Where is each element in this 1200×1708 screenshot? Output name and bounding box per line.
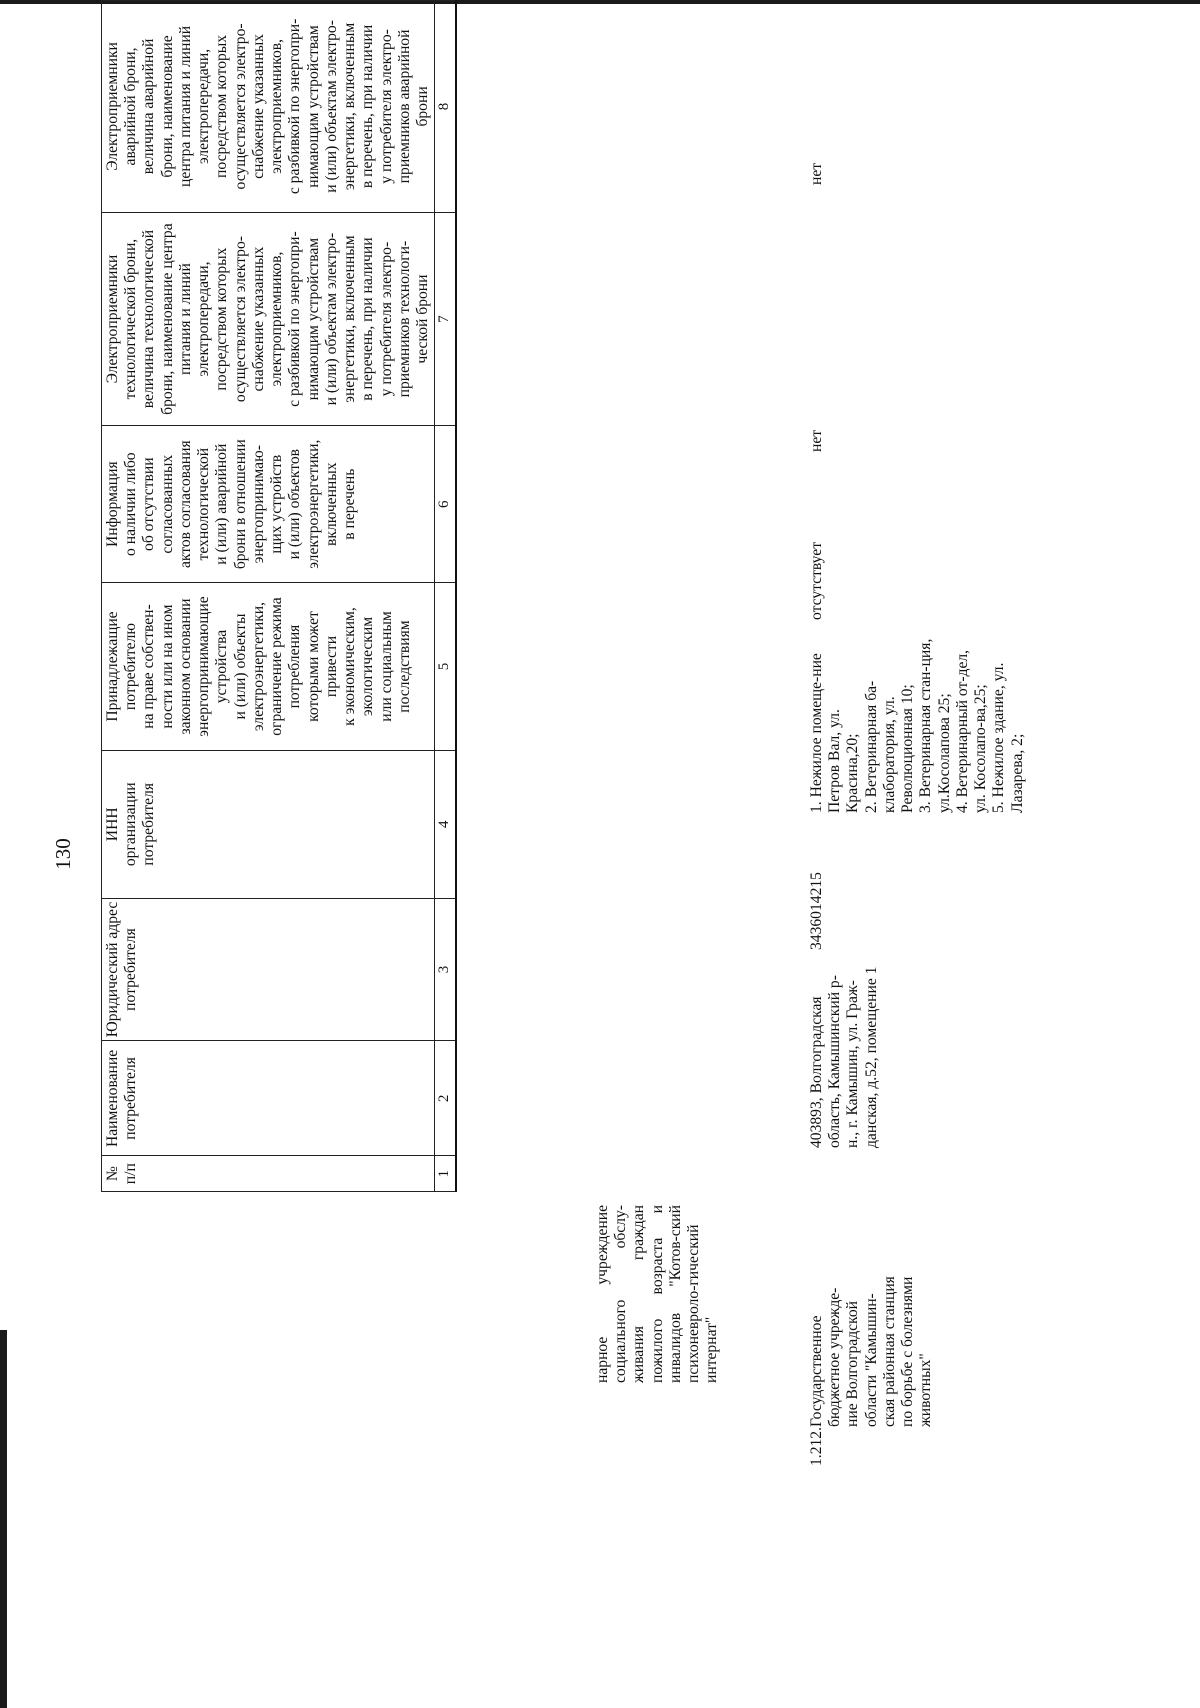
header-text: Принадлежащие потребителю на праве собствен- ности или на ином законном основании энергопринимающие устройства и (или) объекты электроэнергетики, ограничение режима потребления которыми может привести к экономическим, экологическим или социальным последствиям <box>104 596 413 737</box>
column-number: 6 <box>435 426 457 583</box>
consumer-name: Государственное бюджетное учрежде-ние Волгоградской области "Камышин-ская районная станция по борьбе с болезнями животных" <box>808 1276 935 1427</box>
header-text: ИНН организации потребителя <box>104 782 158 867</box>
table-header <box>101 0 457 1192</box>
header-objects <box>102 583 435 751</box>
column-number: 5 <box>435 583 457 751</box>
header-name <box>102 1041 435 1156</box>
header-acts <box>102 426 435 583</box>
header-text: Юридический адрес потребителя <box>104 901 140 1038</box>
header-text: Информация о наличии либо об отсутствии согласованных актов согласования технологической и (или) аварийной брони в отношении энергопринимаю- щих устройств и (или) объектов электроэнергетики, включенных в перечень <box>104 439 359 570</box>
acts-status: отсутствует <box>808 541 825 620</box>
continued-consumer-name: нарное учреждение социального обслу-живания граждан пожилого возраста и инвалидов "Котов-ский психоневроло-гический интернат" <box>594 1205 721 1383</box>
header-inn <box>102 750 435 898</box>
header-avar-bron <box>102 1 435 213</box>
row-number: 1.212. <box>808 1427 825 1466</box>
consumer-objects: 1. Нежилое помеще-ние Петров Вал, ул. Красина,20; 2. Ветеринарная ба-клаборатория, ул. Революционная 10; 3. Ветеринарная стан-ция, ул.Косолапова 25; 4. Ветеринарный от-дел, ул. Косолапо-ва,25; 5. Нежилое здание, ул. Лазарева, 2; <box>808 638 1026 813</box>
column-number: 3 <box>435 898 457 1041</box>
header-num <box>102 1156 435 1192</box>
column-number: 1 <box>435 1156 457 1192</box>
column-number: 8 <box>435 1 457 213</box>
column-number: 4 <box>435 750 457 898</box>
consumer-inn: 3436014215 <box>808 872 825 950</box>
header-text: Электроприемники технологической брони, величина технологической брони, наименование центра питания и линий электропередачи, посредством которых осуществляется электро- снабжение указанных электроприемников, с разбивкой по энергопри- нимающим устройствам и (или) объектам электро- энергетики, включенным в перечень, при наличии у потребителя электро- приемников технологи- ческой брони <box>104 223 431 415</box>
header-tech-bron <box>102 212 435 425</box>
header-text: Электроприемники аварийной брони, величина аварийной брони, наименование центра питания и линий электропередачи, посредством которых осуществляется электро- снабжение указанных электроприемников, с разбивкой по энергопри- нимающим устройствам и (или) объектам электро- энергетики, включенным в перечень, при наличии у потребителя электро- приемников аварийной брони <box>104 18 431 195</box>
tech-bron-value: нет <box>808 429 825 452</box>
header-text: Наименование потребителя <box>104 1049 140 1147</box>
consumer-address: 403893, Волгоградская область, Камышинский р-н., г. Камышин, ул. Граж-данская, д.52, помещение 1 <box>808 966 880 1148</box>
column-number: 7 <box>435 212 457 425</box>
header-address <box>102 898 435 1041</box>
header-text: № п/п <box>104 1163 140 1185</box>
column-number: 2 <box>435 1041 457 1156</box>
avar-bron-value: нет <box>808 162 825 185</box>
page-number: 130 <box>51 838 75 870</box>
